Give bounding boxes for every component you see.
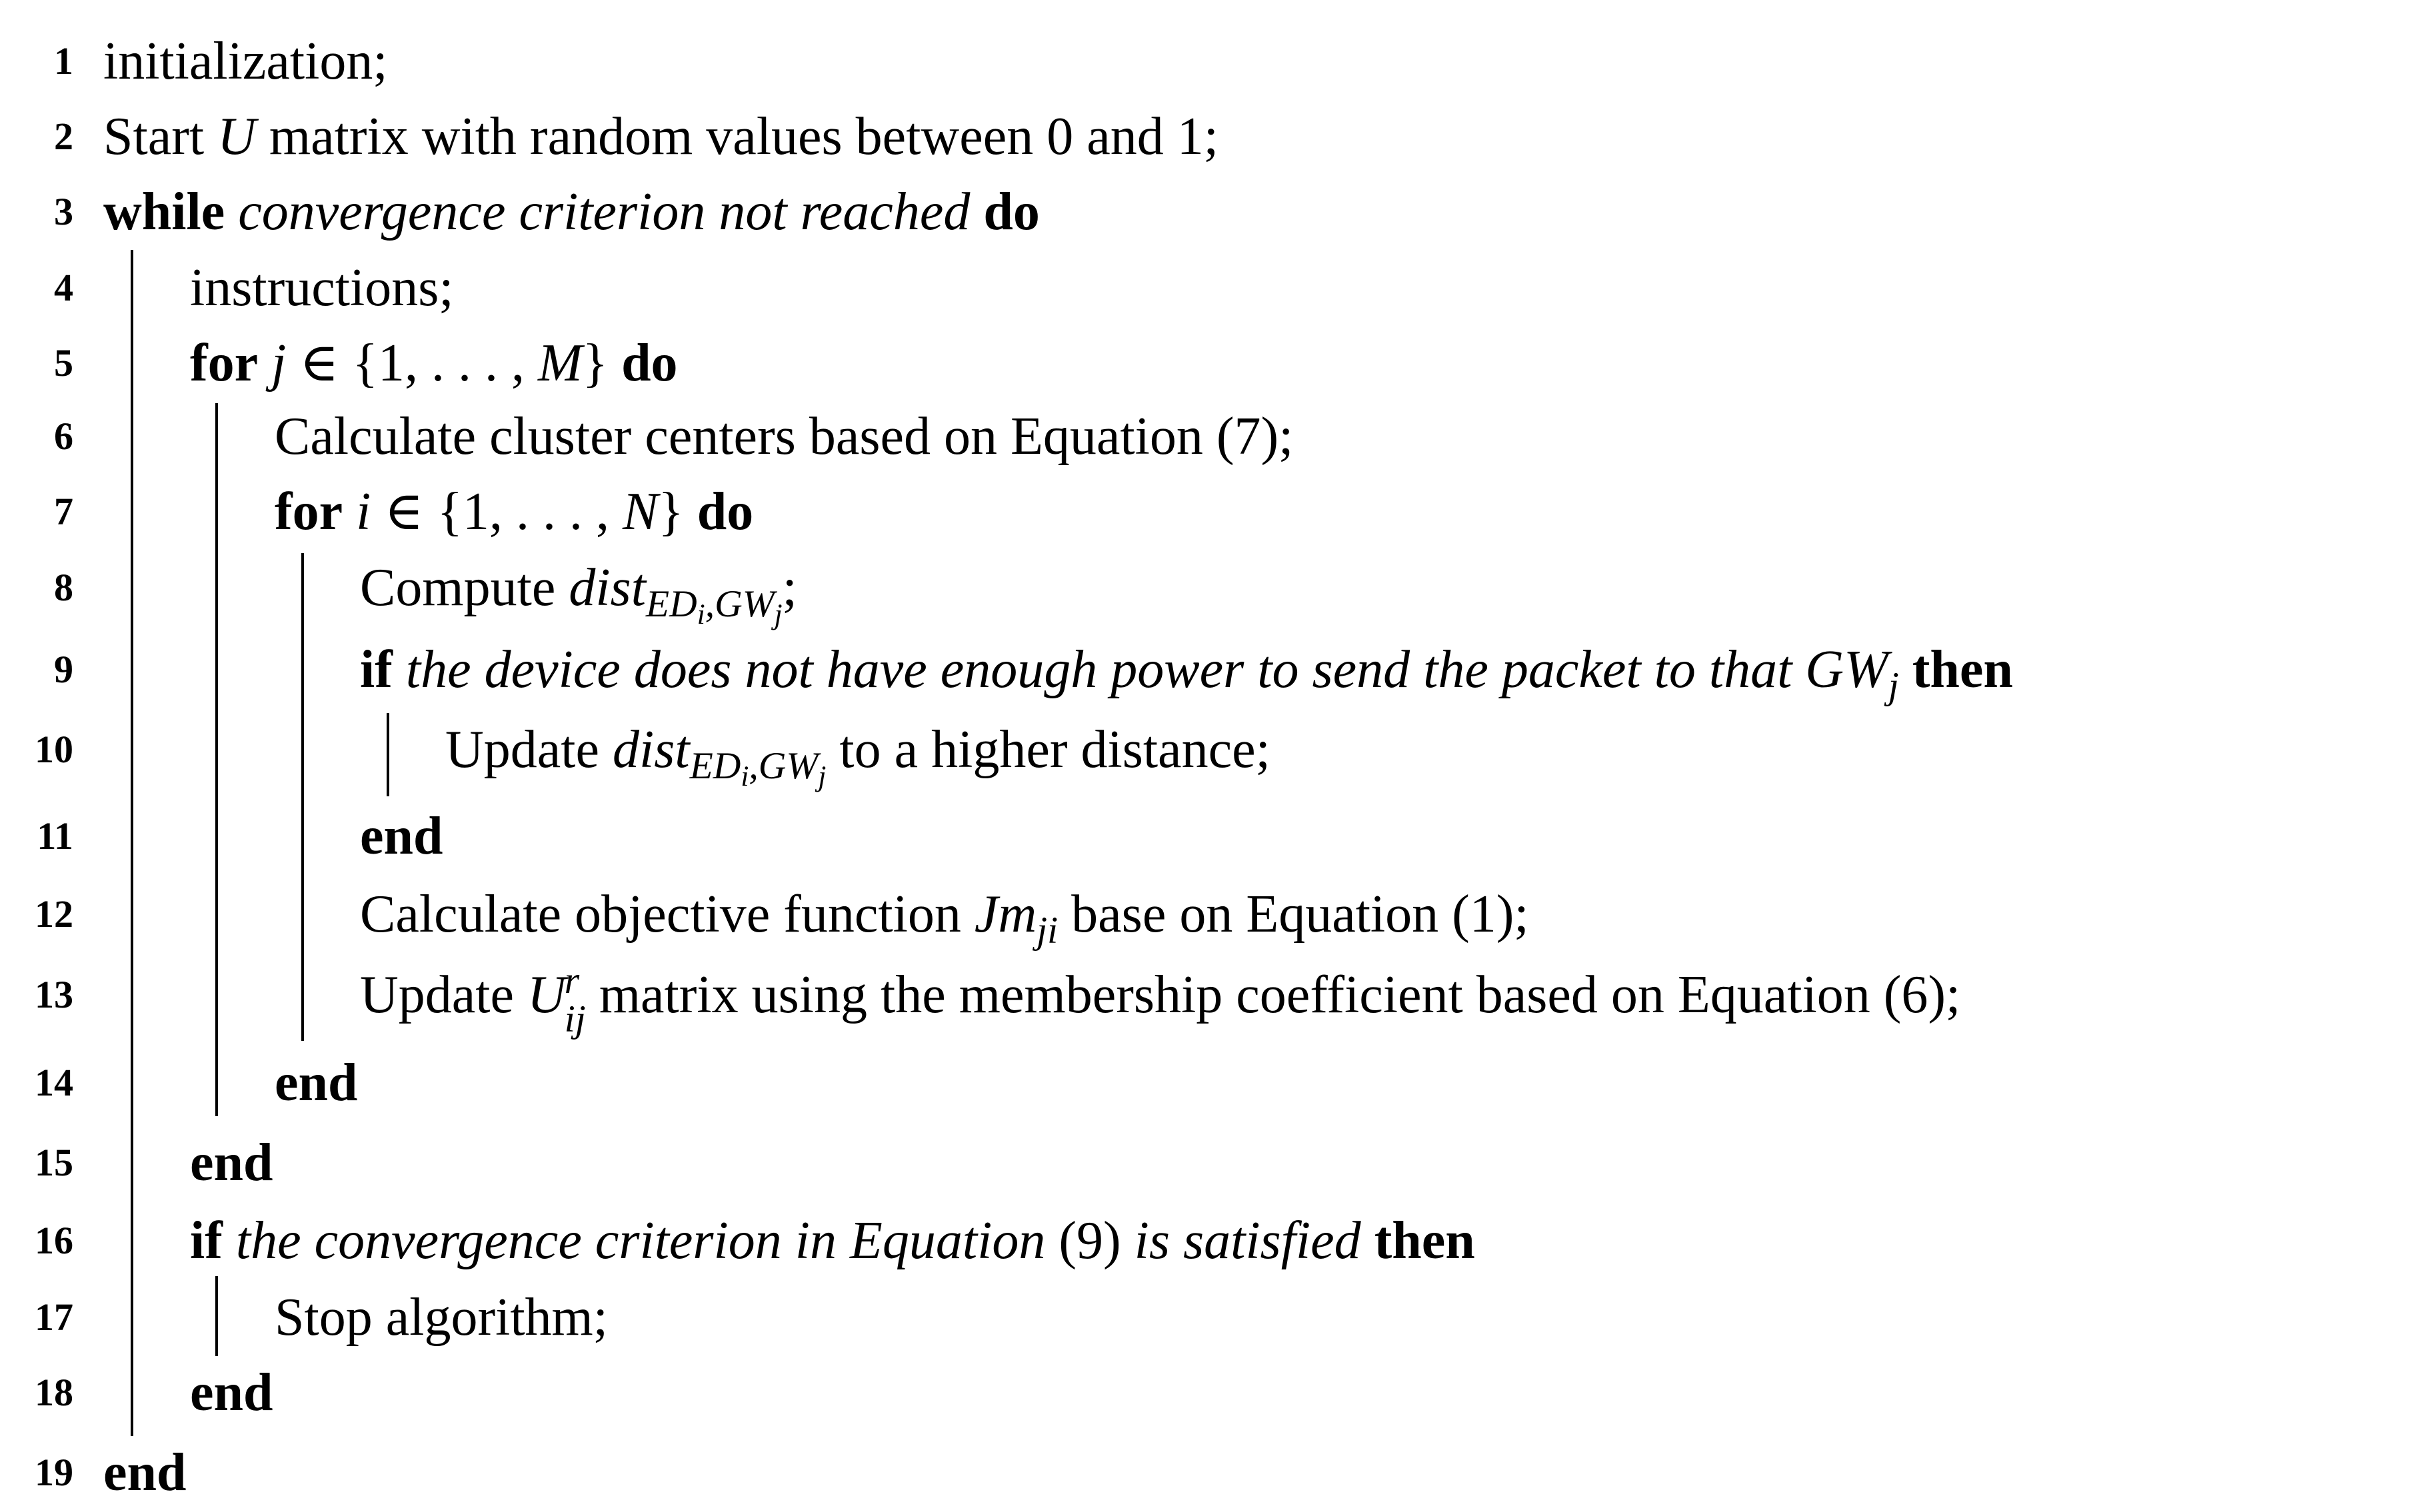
plain-text: Calculate cluster centers based on Equation (7); [275,407,1294,466]
plain-text: initialization; [103,32,388,91]
math-text: the device does not have enough power to send the packet to that GW [405,640,1888,699]
math-sub-subscript: j [818,761,827,793]
plain-text: to a higher distance; [826,720,1270,779]
line-code [275,472,753,551]
plain-text: (9) [1045,1211,1135,1270]
line-number: 4 [54,266,73,309]
plain-text [223,1211,236,1270]
line-number: 3 [54,190,73,233]
algorithm-line [0,397,2433,476]
line-number: 11 [37,814,73,858]
line-number: 16 [35,1219,73,1262]
line-number: 18 [35,1371,73,1414]
algorithm-line [0,710,2433,793]
line-code [190,249,454,327]
line-code [360,956,1960,1038]
algorithm-line [0,875,2433,954]
plain-text: Compute [360,558,569,617]
plain-text: ∈ {1, . . . , [371,482,623,541]
algorithm-line [0,472,2433,551]
plain-text [343,482,356,541]
line-number: 10 [35,728,73,771]
plain-text [1899,640,1912,699]
line-number: 15 [35,1141,73,1184]
math-text: i [356,482,371,541]
line-number: 1 [54,39,73,83]
math-text: Jm [974,885,1037,944]
math-superscript: r [564,960,580,1002]
keyword: do [983,183,1040,241]
line-code [103,22,388,101]
algorithm-line [0,22,2433,101]
math-text: U [527,966,566,1024]
line-code [103,97,1218,176]
algorithm-line [0,97,2433,176]
algorithm-line [0,1124,2433,1202]
line-number: 2 [54,115,73,158]
math-text: is satisfied [1134,1211,1361,1270]
line-code [190,1353,273,1432]
plain-text: matrix with random values between 0 and 1; [255,107,1218,166]
math-sup-sub [565,962,586,1038]
math-subscript: ij [564,998,586,1040]
math-text: U [217,107,256,166]
algorithm-line [0,1044,2433,1122]
line-code [360,630,2013,709]
keyword: if [190,1211,223,1270]
math-text: N [623,482,659,541]
plain-text: Stop algorithm; [275,1288,608,1347]
plain-text: Update [360,966,528,1024]
line-code [103,1433,187,1512]
plain-text: } [658,482,697,541]
keyword: for [190,334,259,392]
math-text: the convergence criterion in Equation [235,1211,1046,1270]
line-code [360,548,797,631]
algorithm-line [0,797,2433,876]
algorithm-line [0,1278,2433,1357]
line-code [275,1278,608,1357]
line-number: 6 [54,414,73,458]
algorithm-line [0,173,2433,251]
line-number: 12 [35,892,73,936]
line-number: 17 [35,1295,73,1339]
line-code [275,397,1293,476]
keyword: then [1912,640,2013,699]
line-number: 19 [35,1451,73,1494]
math-sub-subscript: i [697,599,705,631]
math-text: dist [569,558,646,617]
line-code [103,173,1040,251]
keyword: end [275,1054,358,1112]
plain-text [258,334,271,392]
keyword: while [103,183,225,241]
math-subscript: EDi [645,583,705,631]
algorithm-line [0,630,2433,709]
line-number: 7 [54,490,73,533]
plain-text [970,183,983,241]
algorithm-line [0,1201,2433,1280]
math-text: convergence criterion not reached [238,183,971,241]
keyword: do [697,482,754,541]
line-number: 9 [54,648,73,691]
plain-text [225,183,238,241]
algorithm-line [0,324,2433,402]
plain-text: Calculate objective function [360,885,975,944]
math-sub-subscript: i [741,761,749,793]
algorithm-line [0,1353,2433,1432]
algorithm-line [0,249,2433,327]
math-subscript: ,GWj [749,745,827,793]
plain-text [1361,1211,1374,1270]
keyword: then [1374,1211,1475,1270]
math-subscript: ,GWj [705,583,783,631]
plain-text [393,640,406,699]
algorithm-line [0,956,2433,1040]
line-code [190,1124,273,1202]
line-code [360,875,1529,954]
plain-text: ; [782,558,797,617]
line-code [190,324,678,402]
line-code [275,1044,358,1122]
math-sub-subscript: j [774,599,783,631]
line-number: 13 [35,973,73,1016]
plain-text: base on Equation (1); [1058,885,1529,944]
algorithm-line [0,1433,2433,1512]
keyword: end [360,807,443,866]
plain-text: } [582,334,622,392]
line-number: 5 [54,341,73,384]
line-code [190,1201,1475,1280]
line-number: 14 [35,1061,73,1104]
keyword: do [621,334,678,392]
plain-text: matrix using the membership coefficient based on Equation (6); [585,966,1961,1024]
math-text: dist [613,720,690,779]
plain-text: instructions; [190,259,454,317]
keyword: if [360,640,393,699]
math-subscript: j [1888,665,1899,708]
math-subscript: ji [1037,910,1059,952]
plain-text: Update [445,720,613,779]
keyword: end [103,1443,187,1502]
line-code [360,797,443,876]
plain-text: Start [103,107,218,166]
algorithm-line [0,548,2433,631]
keyword: end [190,1363,273,1422]
math-subscript: EDi [689,745,749,793]
plain-text: ∈ {1, . . . , [286,334,539,392]
keyword: end [190,1134,273,1192]
math-text: M [538,334,583,392]
line-number: 8 [54,566,73,609]
line-code [445,710,1270,793]
math-text: j [271,334,287,392]
keyword: for [275,482,343,541]
